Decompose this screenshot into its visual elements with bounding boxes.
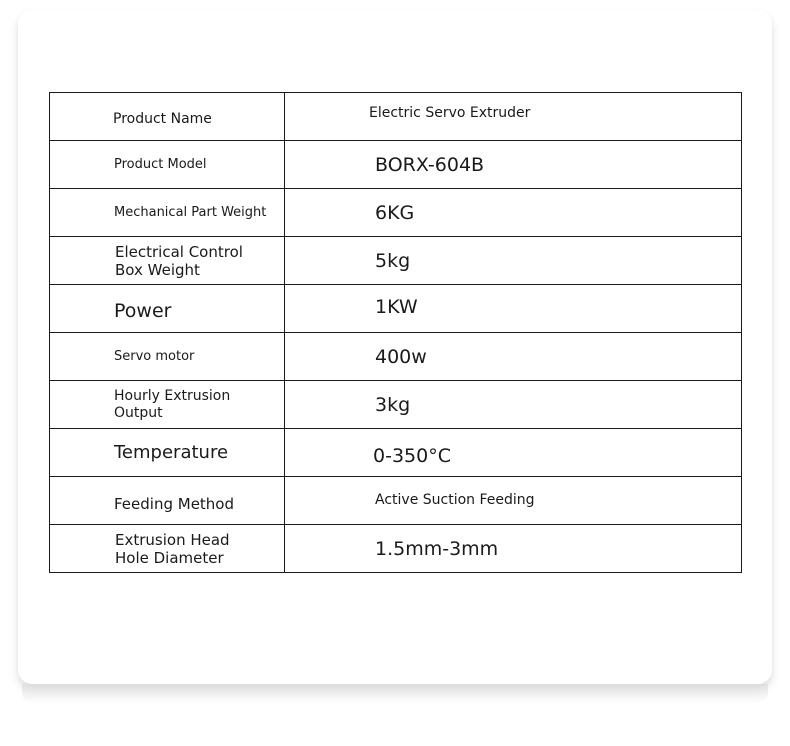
spec-value-cell — [285, 477, 742, 525]
spec-label: Power — [114, 300, 172, 323]
spec-value: 0-350°C — [373, 444, 451, 467]
spec-value-cell — [285, 525, 742, 573]
spec-label-cell — [50, 285, 285, 333]
spec-label-cell — [50, 477, 285, 525]
spec-value: Active Suction Feeding — [375, 491, 535, 508]
spec-value-cell — [285, 381, 742, 429]
spec-label-cell — [50, 429, 285, 477]
spec-value: 6KG — [375, 201, 415, 224]
spec-label-cell — [50, 237, 285, 285]
table-row — [50, 237, 742, 285]
spec-value: Electric Servo Extruder — [369, 104, 531, 121]
spec-table — [49, 92, 742, 573]
table-row — [50, 429, 742, 477]
spec-value: BORX-604B — [375, 153, 485, 176]
spec-label: Temperature — [114, 441, 229, 463]
table-row — [50, 477, 742, 525]
spec-label-cell — [50, 381, 285, 429]
table-row — [50, 333, 742, 381]
spec-value: 5kg — [375, 249, 411, 272]
spec-label-cell — [50, 189, 285, 237]
table-row — [50, 141, 742, 189]
spec-value-cell — [285, 93, 742, 141]
spec-value: 1.5mm-3mm — [375, 537, 499, 560]
spec-label: Extrusion Head Hole Diameter — [115, 530, 230, 567]
table-row — [50, 285, 742, 333]
spec-value: 3kg — [375, 393, 411, 416]
spec-label-cell — [50, 333, 285, 381]
spec-label-cell — [50, 141, 285, 189]
spec-label: Hourly Extrusion Output — [114, 388, 231, 421]
spec-label-cell — [50, 93, 285, 141]
spec-value-cell — [285, 333, 742, 381]
table-row — [50, 93, 742, 141]
spec-label: Product Name — [113, 111, 212, 128]
spec-value-cell — [285, 285, 742, 333]
spec-value-cell — [285, 237, 742, 285]
spec-label: Mechanical Part Weight — [114, 204, 267, 220]
spec-value: 1KW — [375, 295, 418, 318]
spec-value-cell — [285, 141, 742, 189]
card-shadow — [22, 684, 768, 704]
spec-label: Product Model — [114, 156, 207, 172]
spec-label: Feeding Method — [114, 494, 235, 513]
table-row — [50, 525, 742, 573]
spec-label-cell — [50, 525, 285, 573]
table-row — [50, 189, 742, 237]
spec-value: 400w — [375, 345, 427, 368]
table-row — [50, 381, 742, 429]
spec-value-cell — [285, 189, 742, 237]
spec-value-cell — [285, 429, 742, 477]
spec-label: Servo motor — [114, 348, 195, 364]
spec-label: Electrical Control Box Weight — [115, 242, 243, 279]
